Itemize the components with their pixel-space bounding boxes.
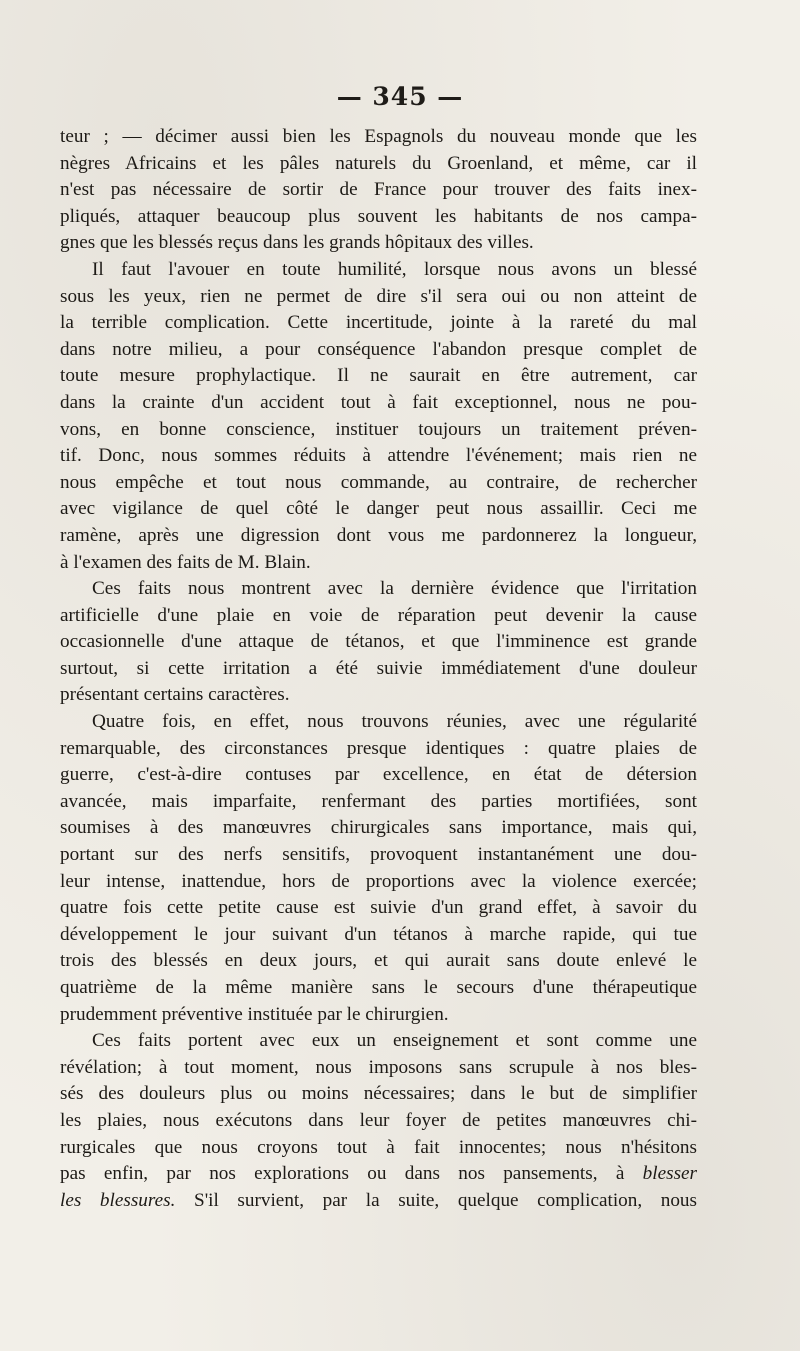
line-text: développement le jour suivant d'un tétanos à marche rapide, qui tue bbox=[60, 923, 697, 945]
line-text: la terrible complication. Cette incertitude, jointe à la rareté du mal bbox=[60, 312, 697, 334]
line-text: prudemment préventive instituée par le chirurgien. bbox=[60, 1003, 449, 1025]
text-line bbox=[60, 895, 697, 922]
line-text: remarquable, des circonstances presque identiques : quatre plaies de bbox=[60, 737, 697, 759]
line-text: sés des douleurs plus ou moins nécessaires; dans le but de simplifier bbox=[60, 1083, 697, 1105]
line-text: surtout, si cette irritation a été suivie immédiatement d'une douleur bbox=[60, 657, 697, 679]
text-line bbox=[60, 177, 697, 204]
line-text: quatre fois cette petite cause est suivie d'un grand effet, à savoir du bbox=[60, 897, 697, 919]
line-text: à l'examen des faits de M. Blain. bbox=[60, 551, 311, 573]
text-line bbox=[60, 789, 697, 816]
line-text: dans la crainte d'un accident tout à fait exceptionnel, nous ne pou- bbox=[60, 391, 697, 413]
text-line bbox=[60, 496, 697, 523]
line-text: artificielle d'une plaie en voie de réparation peut devenir la cause bbox=[60, 604, 697, 626]
text-line bbox=[60, 363, 697, 390]
line-text: quatrième de la même manière sans le secours d'une thérapeutique bbox=[60, 977, 697, 998]
line-text: gnes que les blessés reçus dans les grands hôpitaux des villes. bbox=[60, 232, 534, 254]
text-line bbox=[60, 629, 697, 656]
text-line bbox=[60, 1081, 697, 1108]
line-text: ramène, après une digression dont vous me pardonnerez la longueur, bbox=[60, 524, 697, 546]
text-line bbox=[60, 1188, 697, 1215]
italic-phrase: blesser bbox=[642, 1163, 697, 1185]
line-text: vons, en bonne conscience, instituer toujours un traitement préven- bbox=[60, 418, 697, 440]
text-line bbox=[60, 390, 697, 417]
text-line bbox=[60, 204, 697, 231]
line-text: Quatre fois, en effet, nous trouvons réunies, avec une régularité bbox=[92, 711, 697, 733]
text-line bbox=[60, 550, 697, 577]
text-line bbox=[60, 603, 697, 630]
text-line bbox=[60, 869, 697, 896]
text-line bbox=[60, 709, 697, 736]
text-line bbox=[60, 815, 697, 842]
line-text: Ces faits portent avec eux un enseignement et sont comme une bbox=[92, 1030, 697, 1052]
line-text: pliqués, attaquer beaucoup plus souvent les habitants de nos campa- bbox=[60, 205, 697, 227]
line-text: rurgicales que nous croyons tout à fait innocentes; nous n'hésitons bbox=[60, 1136, 697, 1158]
text-line bbox=[60, 682, 697, 709]
text-line bbox=[60, 736, 697, 763]
line-text: présentant certains caractères. bbox=[60, 684, 290, 706]
line-text: sous les yeux, rien ne permet de dire s'il sera oui ou non atteint de bbox=[60, 285, 697, 307]
line-text: Ces faits nous montrent avec la dernière évidence que l'irritation bbox=[92, 578, 697, 600]
line-text: occasionnelle d'une attaque de tétanos, et que l'imminence est grande bbox=[60, 631, 697, 653]
line-text: avancée, mais imparfaite, renfermant des parties mortifiées, sont bbox=[60, 790, 697, 812]
line-text: toute mesure prophylactique. Il ne saurait en être autrement, car bbox=[60, 365, 697, 387]
line-text: nègres Africains et les pâles naturels du Groenland, et même, car il bbox=[60, 152, 697, 174]
line-text: pas enfin, par nos explorations ou dans nos pansements, à bbox=[60, 1163, 625, 1185]
text-line bbox=[60, 948, 697, 975]
line-text: teur ; — décimer aussi bien les Espagnols du nouveau monde que les bbox=[60, 126, 697, 147]
text-line bbox=[60, 922, 697, 949]
line-text: S'il survient, par la suite, quelque complication, nous bbox=[194, 1189, 697, 1211]
line-text: dans notre milieu, a pour conséquence l'abandon presque complet de bbox=[60, 338, 697, 360]
line-text: portant sur des nerfs sensitifs, provoquent instantanément une dou- bbox=[60, 844, 697, 866]
line-text: avec vigilance de quel côté le danger peut nous assaillir. Ceci me bbox=[60, 498, 697, 520]
text-line bbox=[60, 1002, 697, 1029]
text-line bbox=[60, 656, 697, 683]
line-text: Il faut l'avouer en toute humilité, lorsque nous avons un blessé bbox=[92, 258, 697, 280]
text-line bbox=[60, 230, 697, 257]
text-line bbox=[60, 310, 697, 337]
text-line bbox=[60, 284, 697, 311]
text-line bbox=[60, 1108, 697, 1135]
text-line bbox=[60, 576, 697, 603]
line-text: tif. Donc, nous sommes réduits à attendre l'événement; mais rien ne bbox=[60, 445, 697, 467]
text-line bbox=[60, 523, 697, 550]
line-text: n'est pas nécessaire de sortir de France pour trouver des faits inex- bbox=[60, 179, 697, 201]
line-text: révélation; à tout moment, nous imposons sans scrupule à nos bles- bbox=[60, 1056, 697, 1078]
italic-phrase: les blessures. bbox=[60, 1189, 176, 1211]
text-line bbox=[60, 337, 697, 364]
line-text: nous empêche et tout nous commande, au contraire, de rechercher bbox=[60, 471, 697, 493]
text-line bbox=[60, 1055, 697, 1082]
text-line bbox=[60, 1135, 697, 1162]
line-text: les plaies, nous exécutons dans leur foyer de petites manœuvres chi- bbox=[60, 1109, 697, 1131]
text-line bbox=[60, 417, 697, 444]
text-line bbox=[60, 842, 697, 869]
text-line bbox=[60, 975, 697, 1002]
page-number: — 345 — bbox=[336, 82, 464, 111]
body-text bbox=[60, 124, 697, 1214]
text-line bbox=[60, 443, 697, 470]
line-text: guerre, c'est-à-dire contuses par excellence, en état de détersion bbox=[60, 764, 697, 786]
line-text: trois des blessés en deux jours, et qui aurait sans doute enlevé le bbox=[60, 950, 697, 972]
text-line bbox=[60, 1161, 697, 1188]
line-text: leur intense, inattendue, hors de proportions avec la violence exercée; bbox=[60, 870, 697, 892]
text-line bbox=[60, 1028, 697, 1055]
text-line bbox=[60, 257, 697, 284]
line-text: soumises à des manœuvres chirurgicales sans importance, mais qui, bbox=[60, 817, 697, 839]
text-line bbox=[60, 762, 697, 789]
text-line bbox=[60, 151, 697, 178]
text-line bbox=[60, 124, 697, 151]
text-line bbox=[60, 470, 697, 497]
